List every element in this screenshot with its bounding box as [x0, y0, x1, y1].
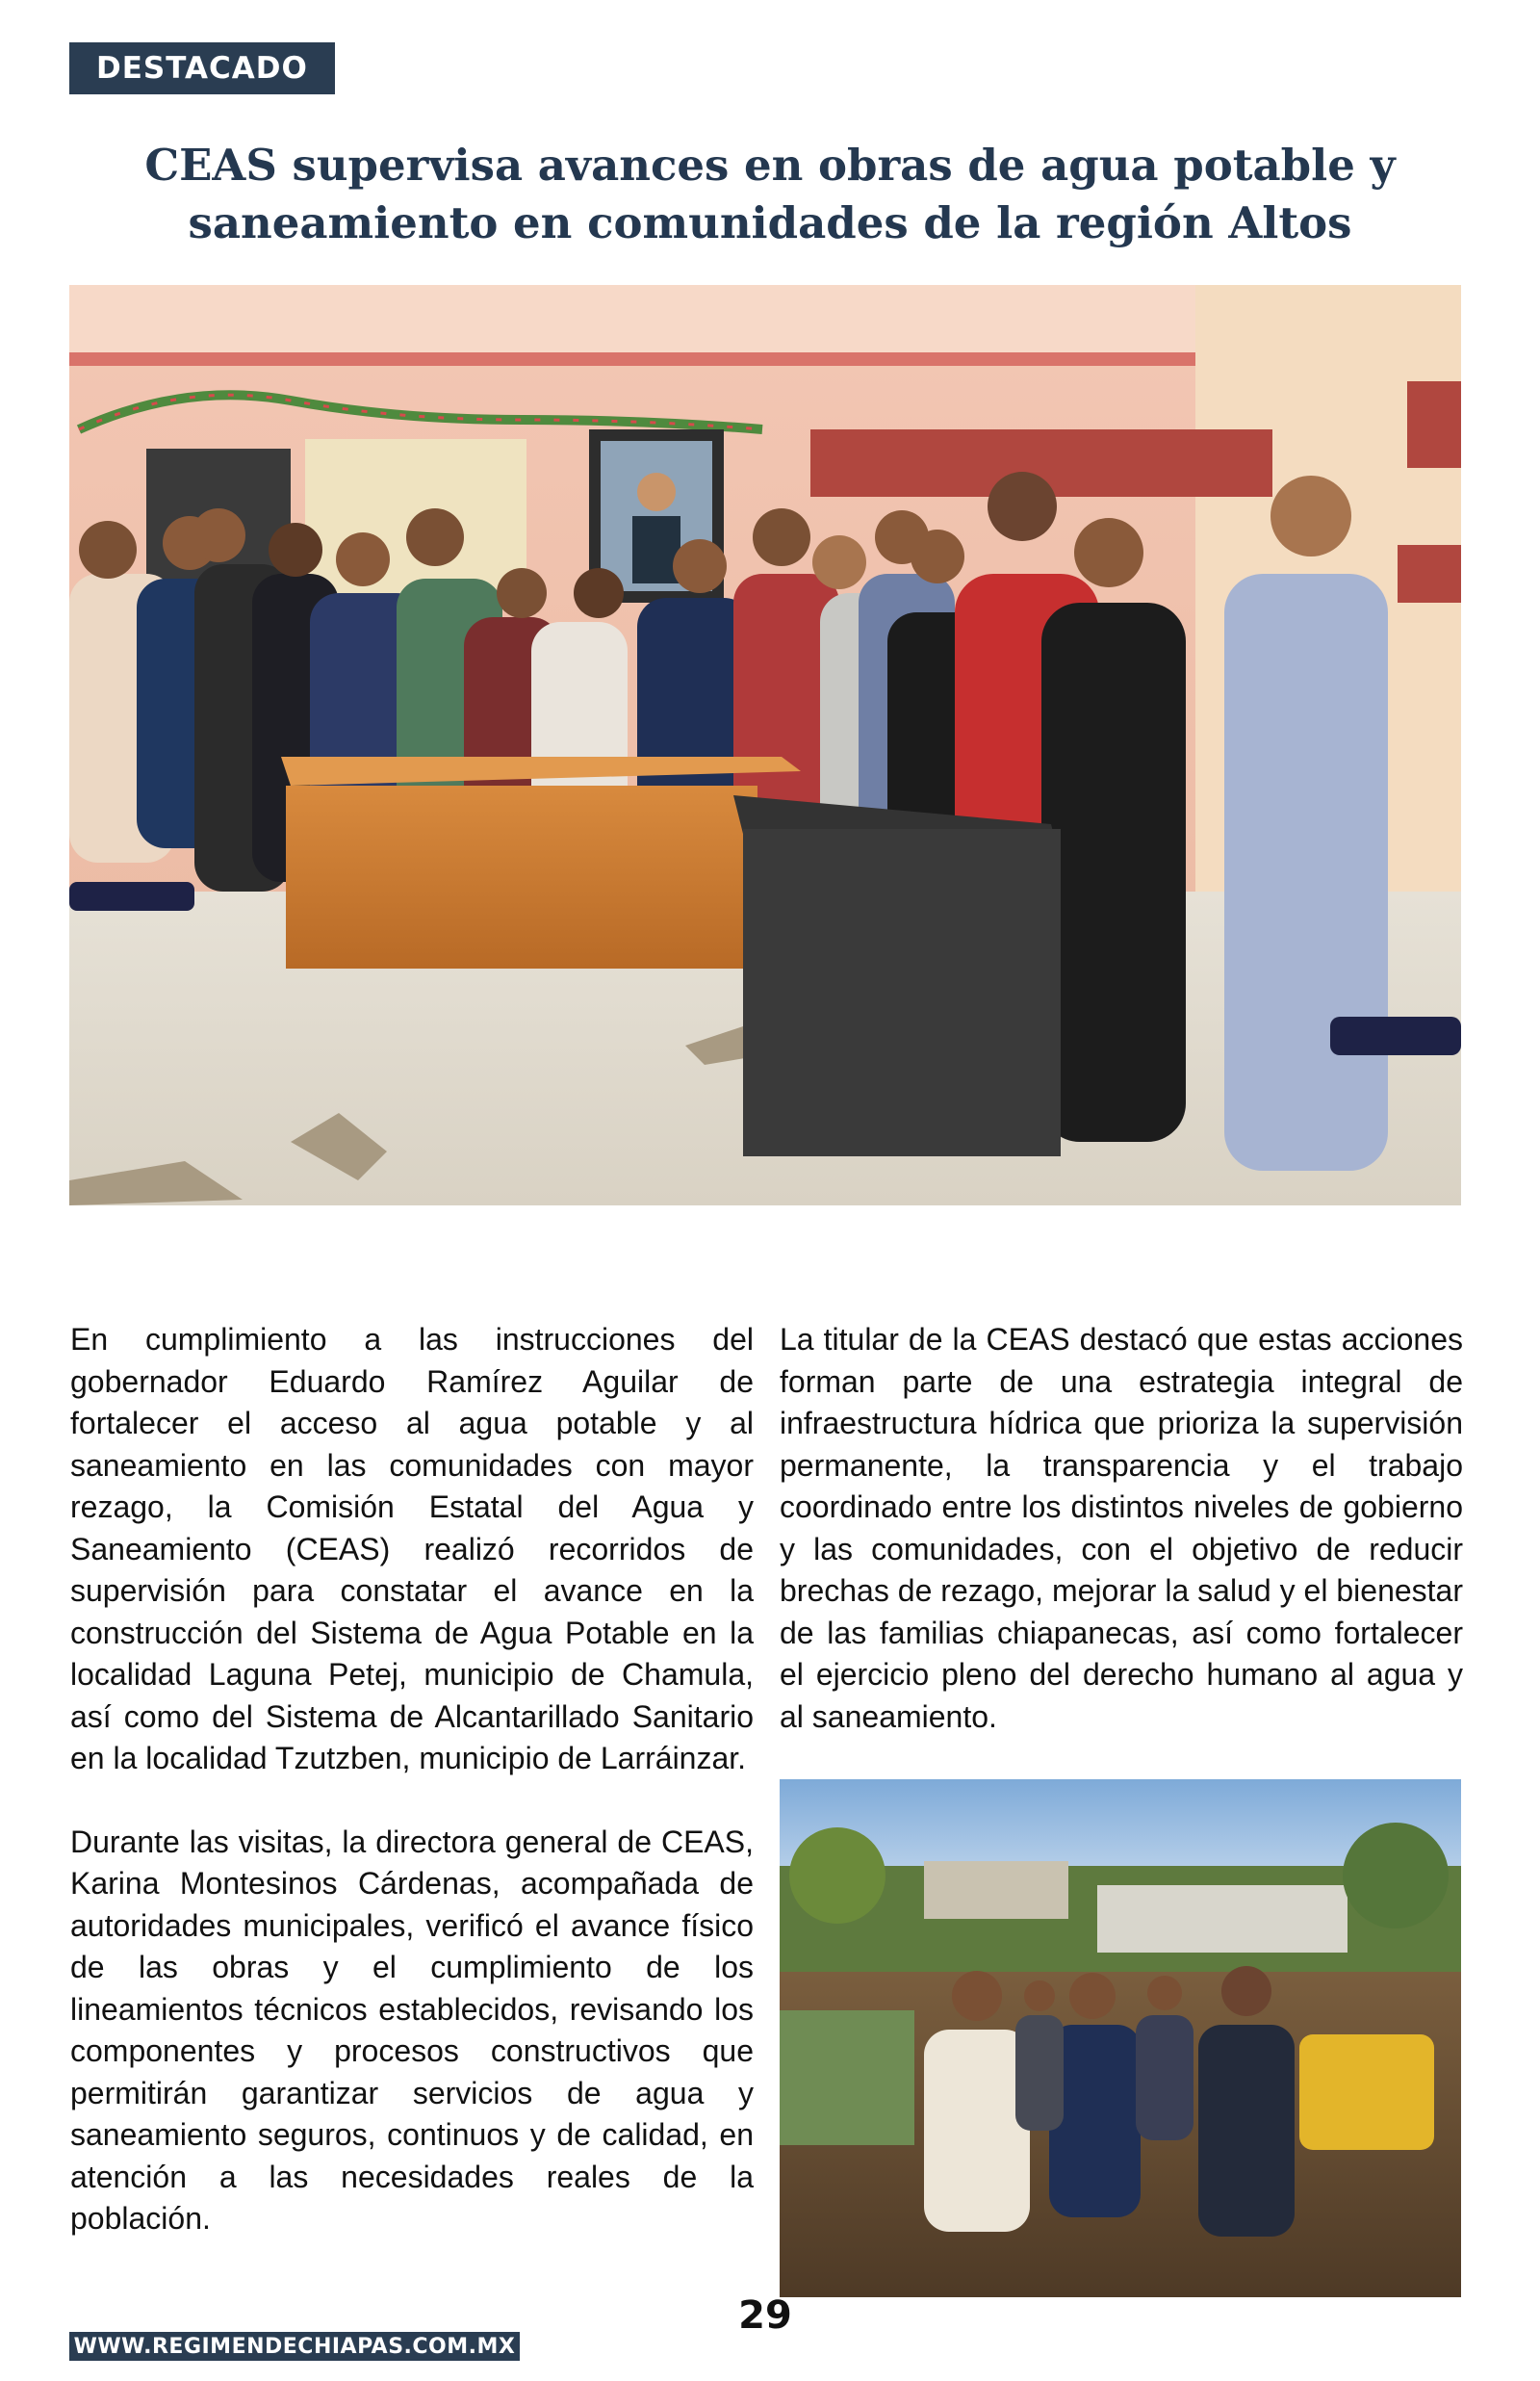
- footer-website: WWW.REGIMENDECHIAPAS.COM.MX: [69, 2332, 520, 2361]
- headline: [77, 137, 1463, 252]
- group-photo-office: [69, 285, 1461, 1205]
- headline-line-1: CEAS supervisa avances en obras de agua potable y: [144, 140, 1396, 191]
- article-paragraph: Durante las visitas, la directora general de CEAS, Karina Montesinos Cárdenas, acompañada de autoridades municipales, verificó el avance físico de las obras y el cumplimiento de los lineamientos técnicos establecidos, revisando los componentes y procesos constructivos que permitirán garantizar servicios de agua y saneamiento seguros, continuos y de calidad, en atención a las necesidades reales de la población.: [70, 1824, 754, 2236]
- article-paragraph: En cumplimiento a las instrucciones del gobernador Eduardo Ramírez Aguilar de fortalecer el acceso al agua potable y al saneamiento en las comunidades con mayor rezago, la Comisión Estatal del Agua y Saneamiento (CEAS) realizó recorridos de supervisión para constatar el avance en la construcción del Sistema de Agua Potable en la localidad Laguna Petej, municipio de Chamula, así como del Sistema de Alcantarillado Sanitario en la localidad Tzutzben, municipio de Larráinzar.: [70, 1322, 754, 1775]
- article-column-left: [70, 1319, 754, 2240]
- site-visit-photo: [780, 1779, 1461, 2297]
- page-number: 29: [738, 2293, 792, 2338]
- article-paragraph: La titular de la CEAS destacó que estas acciones forman parte de una estrategia integral de infraestructura hídrica que prioriza la supervisión permanente, la transparencia y el trabajo coordinado entre los distintos niveles de gobierno y las comunidades, con el objetivo de reducir brechas de rezago, mejorar la salud y el bienestar de las familias chiapanecas, así como fortalecer el ejercicio pleno del derecho humano al agua y al saneamiento.: [780, 1322, 1463, 1734]
- section-tag: DESTACADO: [69, 42, 335, 94]
- article-column-right: [780, 1319, 1463, 1738]
- headline-line-2: saneamiento en comunidades de la región Altos: [188, 197, 1352, 248]
